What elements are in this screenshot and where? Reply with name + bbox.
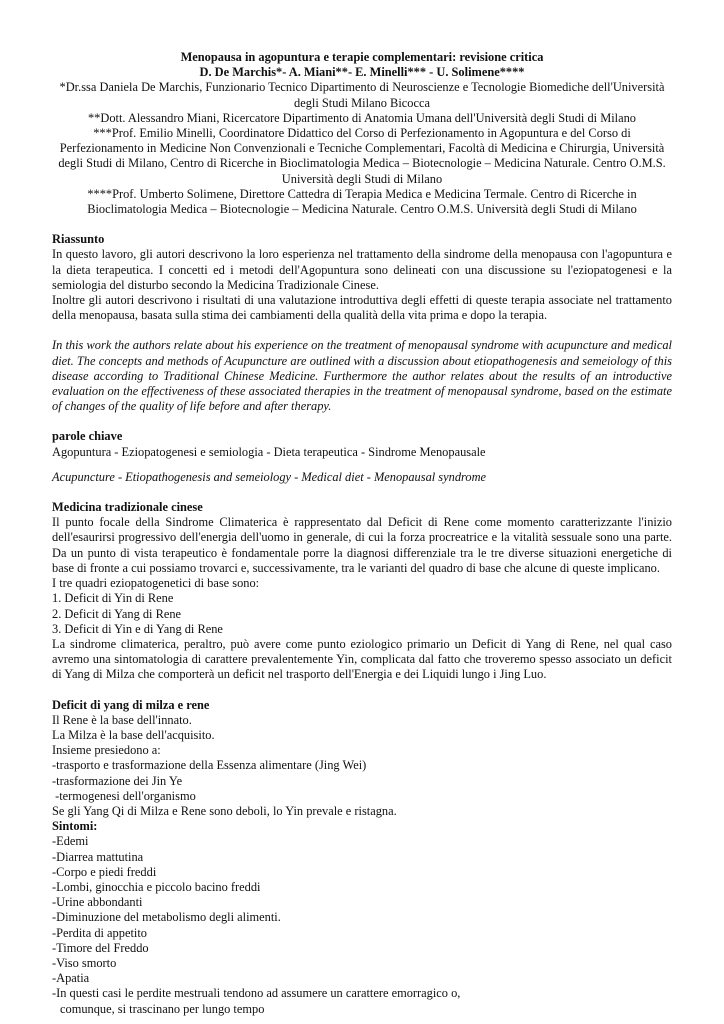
mtc-paragraph-2: La sindrome climaterica, peraltro, può avere come punto eziologico primario un Deficit di Yang di Rene, nel qual caso avremo una sintomatologia di carattere prevalentemente Yin, complicata dal fatto che troveremo spesso associato un deficit di Yang di Milza che comporterà un deficit nel trasporto dell'Energia e dei Liquidi lungo i Jing Luo. [52,636,672,682]
deficit-line: -termogenesi dell'organismo [52,788,196,803]
deficit-line: Se gli Yang Qi di Milza e Rene sono deboli, lo Yin prevale e ristagna. [52,803,397,818]
mtc-heading: Medicina tradizionale cinese [52,500,203,515]
affiliation-3: ***Prof. Emilio Minelli, Coordinatore Didattico del Corso di Perfezionamento in Agopuntura e del Corso di Perfezionamento in Medicine Non Convenzionali e Tecniche Complementari, Facoltà di Medicina e Chirurgia, Università degli Studi di Milano, Centro di Ricerche in Bioclimatologia Medica – Biotecnologie – Medicina Naturale. Centro O.M.S. Università degli Studi di Milano [58,126,666,186]
affiliation-2: **Dott. Alessandro Miani, Ricercatore Dipartimento di Anatomia Umana dell'Università degli Studi di Milano [87,110,636,125]
deficit-line: La Milza è la base dell'acquisito. [52,727,215,742]
deficit-heading: Deficit di yang di milza e rene [52,697,210,712]
affiliation-1: *Dr.ssa Daniela De Marchis, Funzionario Tecnico Dipartimento di Neuroscienze e Tecnologie Biomediche dell'Università degli Studi Milano Bicocca [59,80,665,110]
sintomi-item: -Urine abbondanti [52,895,143,910]
riassunto-heading: Riassunto [52,232,105,247]
keywords-heading: parole chiave [52,429,123,444]
sintomi-item: -Edemi [52,834,89,849]
mtc-paragraph-1: Il punto focale della Sindrome Climaterica è rappresentato dal Deficit di Rene come momento caratterizzante l'inizio dell'esaurirsi progressivo dell'energia dell'uomo in generale, di cui la forza procreatrice e la vitalità sessuale sono una parte. Da un punto di vista terapeutico è fondamentale porre la diagnosi differenziale tra le tre diverse situazioni energetiche di base di fronte a cui possiamo trovarci e, successivamente, tra le varianti del quadro di base che alcune di queste implicano. [52,515,672,575]
deficit-line: Il Rene è la base dell'innato. [52,712,192,727]
mtc-list-item: 3. Deficit di Yin e di Yang di Rene [52,621,223,636]
keywords-italian: Agopuntura - Eziopatogenesi e semiologia - Dieta terapeutica - Sindrome Menopausale [52,444,486,459]
sintomi-heading: Sintomi: [52,819,98,834]
sintomi-item: -Lombi, ginocchia e piccolo bacino freddi [52,879,261,894]
document-title: Menopausa in agopuntura e terapie complementari: revisione critica [180,50,544,64]
deficit-line: Insieme presiedono a: [52,743,161,758]
sintomi-item: -Diarrea mattutina [52,849,144,864]
sintomi-item: -Diminuzione del metabolismo degli alimenti. [52,910,281,925]
riassunto-paragraph-2: Inoltre gli autori descrivono i risultati di una valutazione introduttiva degli effetti di queste terapia associate nel trattamento della menopausa, basata sulla stima dei cambiamenti della qualità della vita prima e dopo la terapia. [52,293,672,323]
mtc-list-intro: I tre quadri eziopatogenetici di base sono: [52,576,260,591]
affiliation-4: ****Prof. Umberto Solimene, Direttore Cattedra di Terapia Medica e Medicina Termale. Centro di Ricerche in Bioclimatologia Medica – Biotecnologie – Medicina Naturale. Centro O.M.S. Università degli Studi di Milano [87,186,637,217]
riassunto-paragraph-1: In questo lavoro, gli autori descrivono la loro esperienza nel trattamento della sindrome della menopausa con l'agopuntura e la dieta terapeutica. I concetti ed i metodi dell'Agopuntura sono delineati con una discussione su l'eziopatogenesi e la semiologia del disturbo secondo la Medicina Tradizionale Cinese. [52,247,672,292]
authors-line: D. De Marchis*- A. Miani**- E. Minelli*** - U. Solimene**** [199,65,525,80]
keywords-english: Acupuncture - Etiopathogenesis and semeiology - Medical diet - Menopausal syndrome [52,469,487,484]
sintomi-item: -In questi casi le perdite mestruali tendono ad assumere un carattere emorragico o, [52,986,461,1001]
sintomi-item: -Corpo e piedi freddi [52,864,157,879]
mtc-list-item: 1. Deficit di Yin di Rene [52,591,174,606]
abstract-english: In this work the authors relate about his experience on the treatment of menopausal syndrome with acupuncture and medical diet. The concepts and methods of Acupuncture are outlined with a discussion about etiopathogenesis and semeiology of this disease according to Traditional Chinese Medicine. Furthermore the author relates about the results of an introductive evaluation on the effectiveness of these associated therapies in the treatment of menopausal syndrome, based on the estimate of changes of the quality of life before and after therapy. [52,338,672,414]
sintomi-item-continuation: comunque, si trascinano per lungo tempo [60,1001,265,1016]
mtc-list-item: 2. Deficit di Yang di Rene [52,606,182,621]
sintomi-item: -Viso smorto [52,955,117,970]
sintomi-item: -Perdita di appetito [52,925,147,940]
sintomi-item: -Timore del Freddo [52,940,149,955]
deficit-line: -trasporto e trasformazione della Essenza alimentare (Jing Wei) [52,758,367,773]
sintomi-item: -Apatia [52,971,90,986]
deficit-line: -trasformazione dei Jin Ye [52,773,183,788]
